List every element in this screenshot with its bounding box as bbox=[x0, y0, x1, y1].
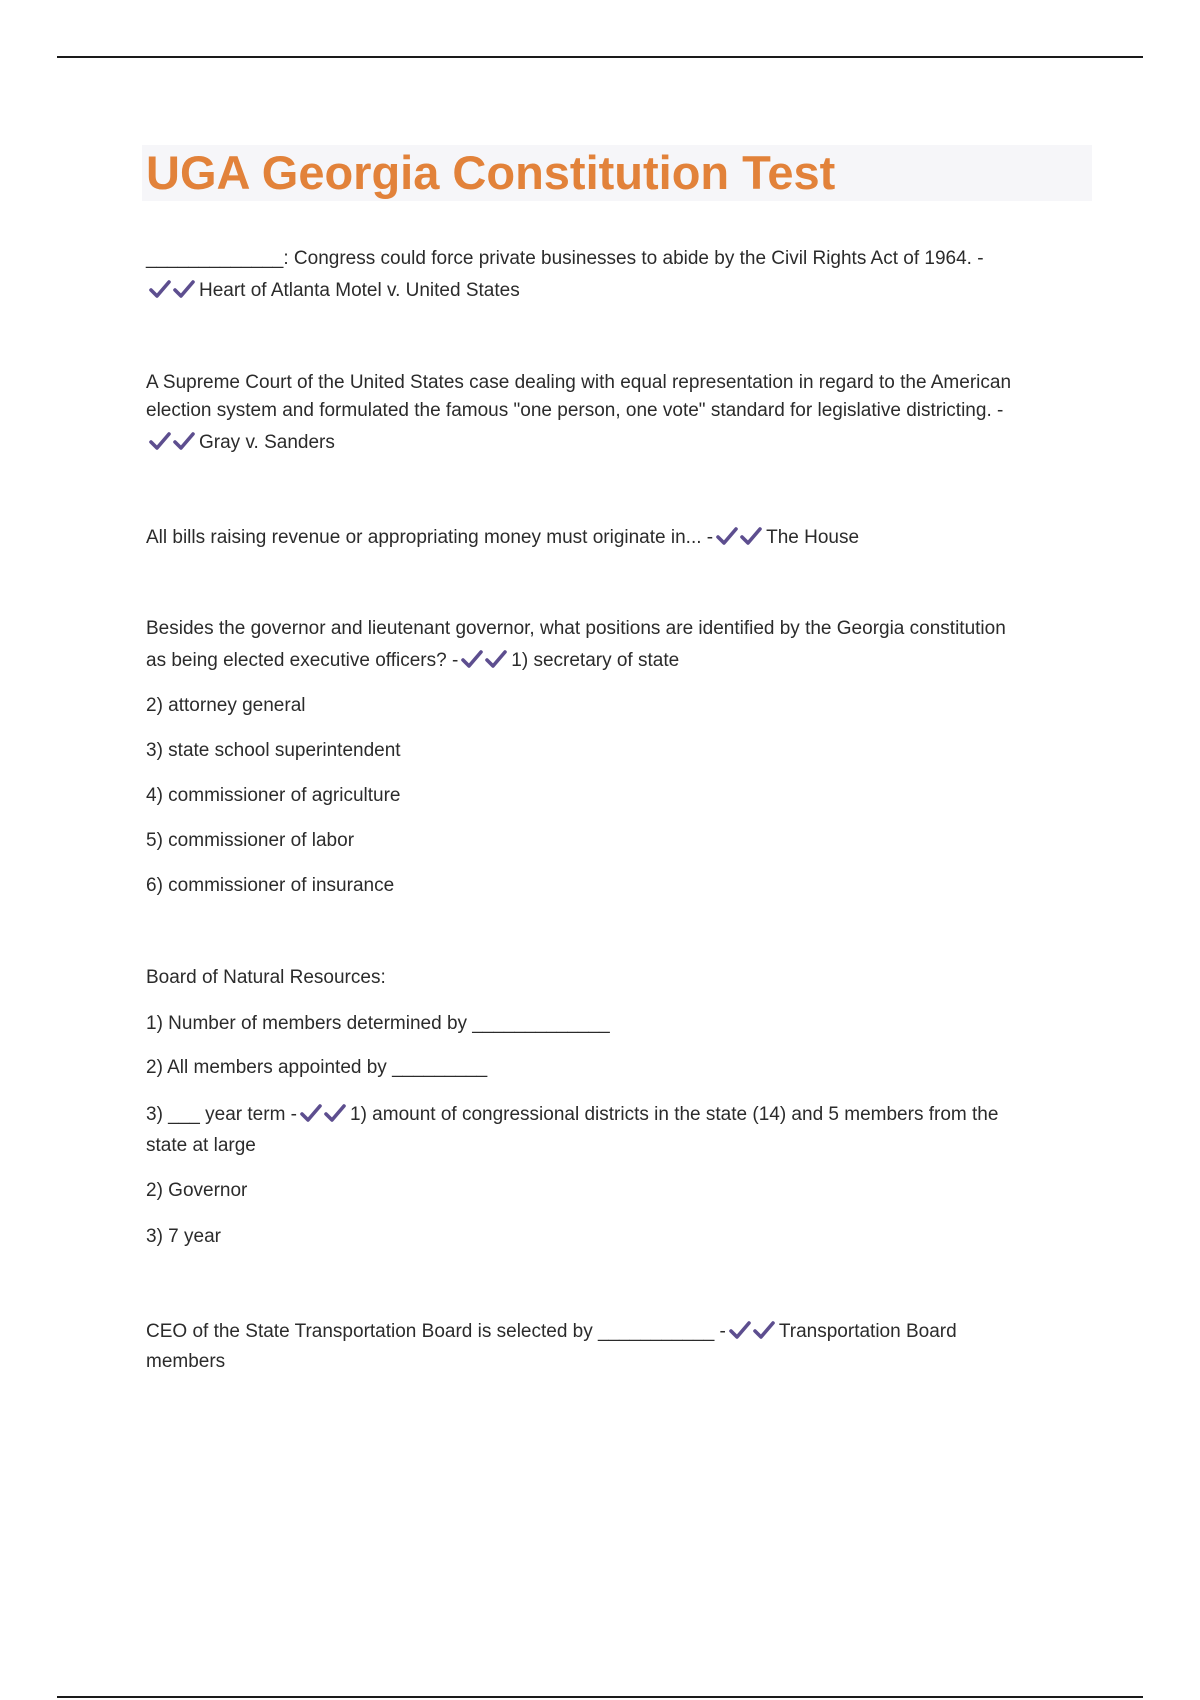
question-text: A Supreme Court of the United States case dealing with equal representation in regard to the American bbox=[146, 372, 1012, 393]
check-marks bbox=[148, 279, 196, 306]
answer-line: 3) state school superintendent bbox=[146, 740, 401, 761]
question-line: 2) All members appointed by _________ bbox=[146, 1057, 488, 1078]
answer-line: 5) commissioner of labor bbox=[146, 830, 355, 851]
check-marks bbox=[148, 431, 196, 458]
question-text: Besides the governor and lieutenant governor, what positions are identified by the Georgia constitution bbox=[146, 618, 1006, 639]
check-icon bbox=[752, 1320, 776, 1340]
check-icon bbox=[299, 1103, 323, 1123]
answer-line: 6) commissioner of insurance bbox=[146, 875, 395, 896]
check-icon bbox=[172, 279, 196, 299]
question-text: 3) ___ year term - bbox=[146, 1104, 297, 1125]
check-icon bbox=[148, 431, 172, 451]
answer-text: 1) amount of congressional districts in the state (14) and 5 members from the bbox=[350, 1104, 999, 1125]
check-icon bbox=[728, 1320, 752, 1340]
answer-text: 1) secretary of state bbox=[511, 650, 680, 671]
answer-line: members bbox=[146, 1351, 226, 1372]
answer-line: 2) Governor bbox=[146, 1180, 248, 1201]
answer-line: 3) 7 year bbox=[146, 1226, 221, 1247]
check-icon bbox=[172, 431, 196, 451]
bottom-rule bbox=[57, 1696, 1143, 1698]
check-icon bbox=[460, 649, 484, 669]
question-text: election system and formulated the famous "one person, one vote" standard for legislative districting. - bbox=[146, 400, 1004, 421]
check-marks bbox=[728, 1320, 776, 1347]
question-text: _____________: Congress could force private businesses to abide by the Civil Rights Act of 1964. - bbox=[146, 248, 984, 269]
answer-text: Gray v. Sanders bbox=[199, 432, 335, 453]
question-text: CEO of the State Transportation Board is selected by ___________ - bbox=[146, 1321, 726, 1342]
question-text: All bills raising revenue or appropriating money must originate in... - bbox=[146, 527, 714, 548]
check-icon bbox=[148, 279, 172, 299]
check-icon bbox=[739, 526, 763, 546]
answer-text: Transportation Board bbox=[778, 1321, 957, 1342]
check-marks bbox=[299, 1103, 347, 1130]
check-icon bbox=[323, 1103, 347, 1123]
check-icon bbox=[484, 649, 508, 669]
question-line: Board of Natural Resources: bbox=[146, 967, 386, 988]
check-marks bbox=[460, 649, 508, 676]
answer-line: 2) attorney general bbox=[146, 695, 306, 716]
check-marks bbox=[715, 526, 763, 553]
answer-line: state at large bbox=[146, 1135, 256, 1156]
question-text: as being elected executive officers? - bbox=[146, 650, 459, 671]
answer-text: Heart of Atlanta Motel v. United States bbox=[199, 280, 520, 301]
page-title: UGA Georgia Constitution Test bbox=[146, 146, 836, 199]
question-line: 1) Number of members determined by _____________ bbox=[146, 1013, 610, 1034]
check-icon bbox=[715, 526, 739, 546]
top-rule bbox=[57, 56, 1143, 58]
answer-line: 4) commissioner of agriculture bbox=[146, 785, 401, 806]
answer-text: The House bbox=[766, 527, 860, 548]
